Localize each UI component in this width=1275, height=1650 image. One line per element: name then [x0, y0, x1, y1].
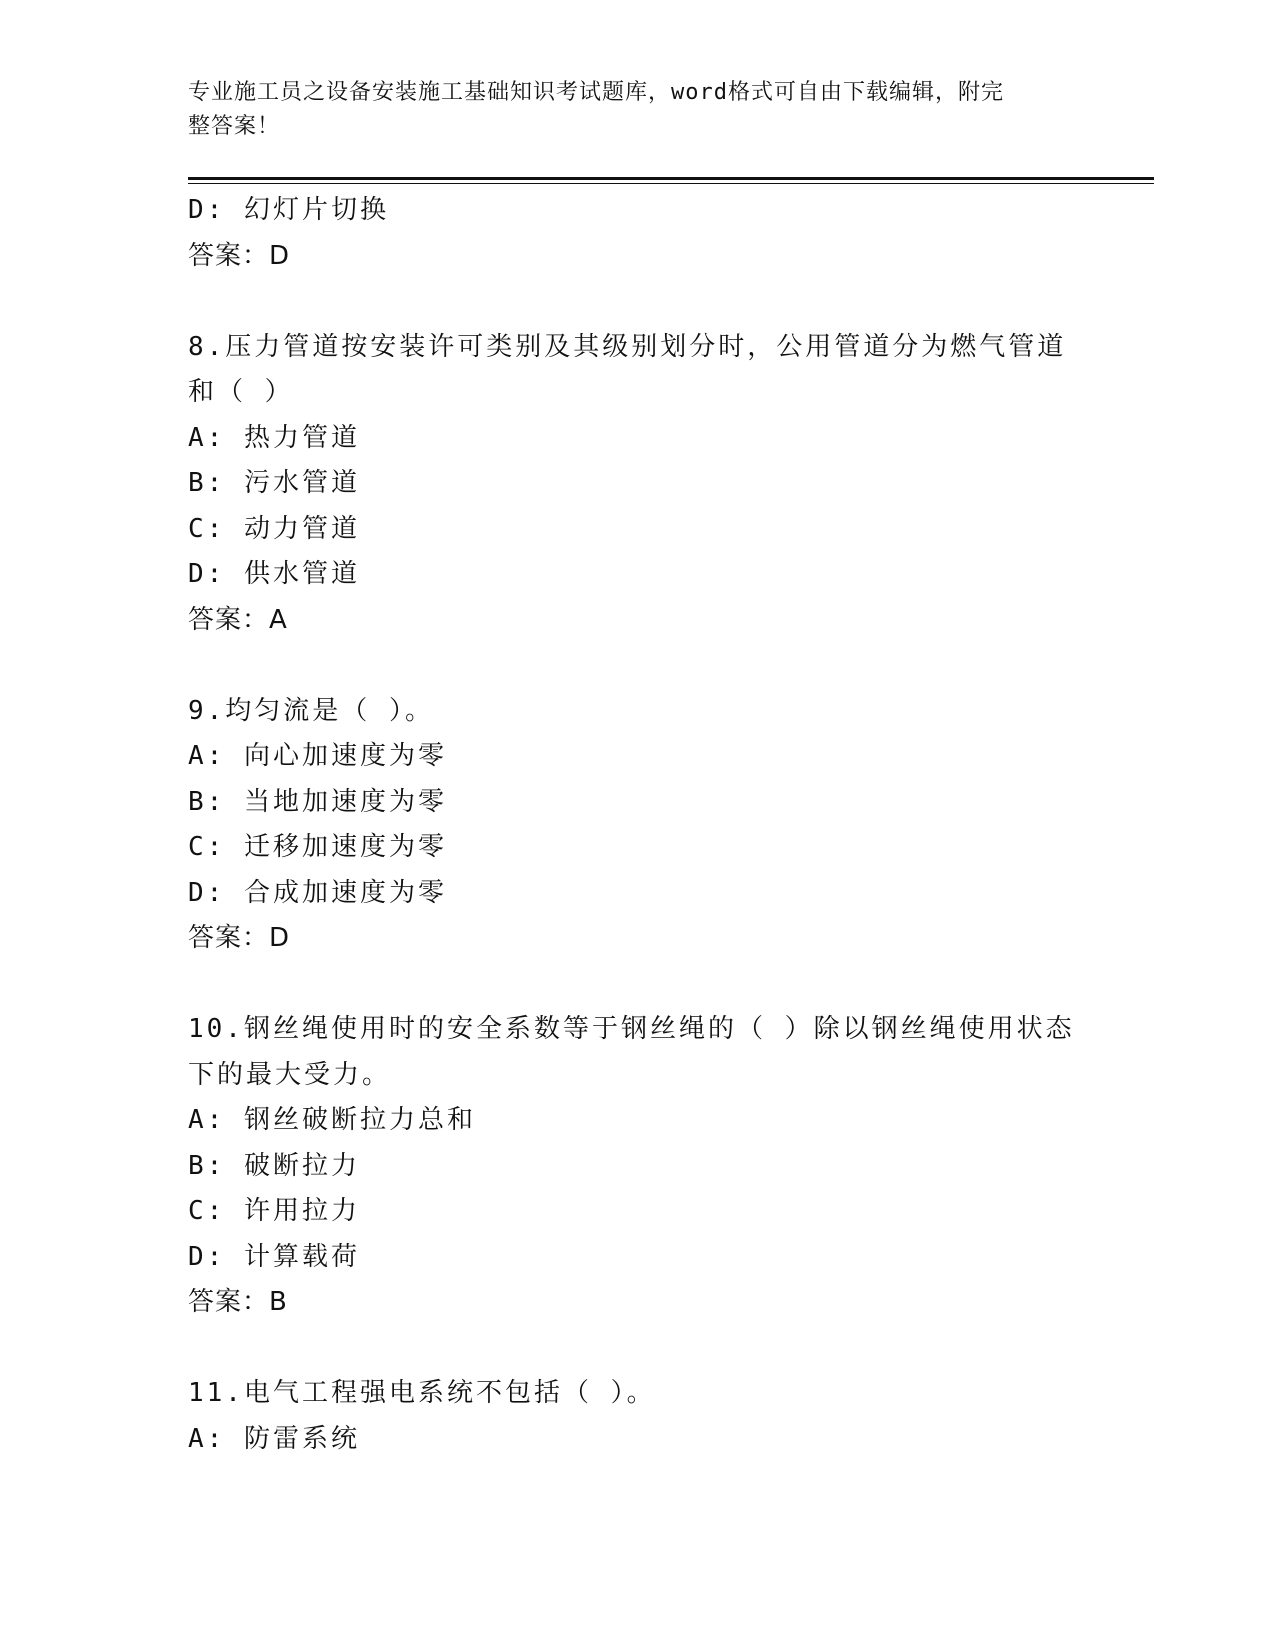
question-stem: 8.压力管道按安装许可类别及其级别划分时，公用管道分为燃气管道	[188, 331, 1067, 362]
option-d: D: 合成加速度为零	[188, 877, 447, 908]
option-a: A: 钢丝破断拉力总和	[188, 1105, 476, 1135]
question-list	[188, 188, 1088, 1462]
header-line-2: 整答案！	[188, 114, 281, 139]
option-a: A: 防雷系统	[188, 1423, 360, 1454]
question-stem-continued: 和（ ）	[188, 377, 294, 407]
page-header	[188, 76, 1068, 144]
header-line-1: 专业施工员之设备安装施工基础知识考试题库，word格式可自由下载编辑，附完	[188, 80, 1004, 105]
question-stem: 9.均匀流是（ ）。	[188, 695, 434, 726]
option-d: D: 计算载荷	[188, 1241, 360, 1272]
option-b: B: 污水管道	[188, 468, 360, 498]
option-c: C: 许用拉力	[188, 1196, 360, 1226]
answer-line: 答案：D	[188, 923, 291, 953]
question-fragment	[188, 188, 1088, 279]
spacer	[188, 643, 1088, 689]
answer-line: 答案：D	[188, 240, 291, 271]
question-item	[188, 689, 1088, 962]
question-stem: 10.钢丝绳使用时的安全系数等于钢丝绳的（ ）除以钢丝绳使用状态	[188, 1014, 1075, 1044]
header-divider-thick	[188, 177, 1154, 180]
option-c: C: 迁移加速度为零	[188, 832, 447, 862]
spacer	[188, 279, 1088, 325]
question-item	[188, 1371, 1088, 1462]
option-b: B: 当地加速度为零	[188, 786, 447, 817]
option-c: C: 动力管道	[188, 513, 360, 544]
spacer	[188, 1326, 1088, 1372]
spacer	[188, 962, 1088, 1008]
question-stem: 11.电气工程强电系统不包括（ ）。	[188, 1378, 656, 1408]
option-b: B: 破断拉力	[188, 1150, 360, 1181]
question-stem-continued: 下的最大受力。	[188, 1059, 392, 1090]
question-item	[188, 1007, 1088, 1326]
answer-line: 答案：B	[188, 1287, 288, 1317]
header-divider-thin	[188, 183, 1154, 184]
answer-line: 答案：A	[188, 604, 288, 635]
option-a: A: 热力管道	[188, 422, 360, 453]
option-d: D: 供水管道	[188, 559, 360, 589]
option-a: A: 向心加速度为零	[188, 741, 447, 771]
question-item	[188, 325, 1088, 644]
option-d: D: 幻灯片切换	[188, 195, 389, 225]
